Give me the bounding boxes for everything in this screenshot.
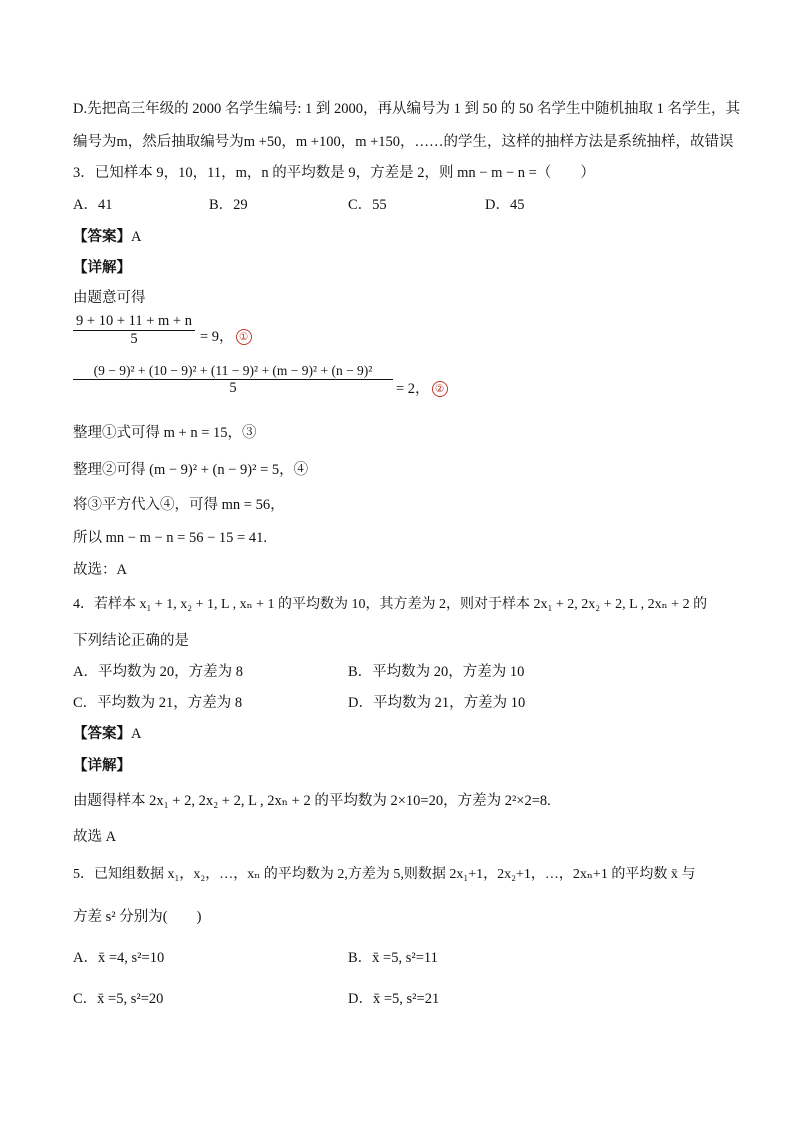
q4-option-a: A．平均数为 20，方差为 8 <box>73 664 243 680</box>
q3-conclusion: 故选：A <box>73 562 127 578</box>
q3-option-a: A．41 <box>73 197 113 213</box>
q5-stem-line-2: 方差 s² 分别为( ) <box>73 909 202 925</box>
intro-line-2: 编号为m，然后抽取编号为m +50，m +100，m +150，……的学生，这样的抽样方法是系统抽样，故错误 <box>73 134 734 150</box>
q5-option-b: B．x̄ =5, s²=11 <box>348 950 438 966</box>
q4-answer <box>73 724 141 744</box>
q4-stem-line-1: 4．若样本 x₁ + 1, x₂ + 1, L , xₙ + 1 的平均数为 10，其方差为 2，则对于样本 2x₁ + 2, 2x₂ + 2, L , 2xₙ + 2 的 <box>73 597 708 612</box>
q3-eq2-tail <box>396 377 450 398</box>
q3-detail-label: 【详解】 <box>73 260 131 276</box>
circled-two-icon: ② <box>432 381 448 397</box>
q3-eq1-tail <box>200 325 254 346</box>
q4-option-b: B．平均数为 20，方差为 10 <box>348 664 525 680</box>
q4-option-c: C．平均数为 21，方差为 8 <box>73 695 243 711</box>
q5-stem-line-1: 5．已知组数据 x₁，x₂，…，xₙ 的平均数为 2,方差为 5,则数据 2x₁+1，2x₂+1，…，2xₙ+1 的平均数 x̄ 与 <box>73 867 696 882</box>
q3-answer <box>73 227 141 247</box>
q3-stem: 3．已知样本 9，10，11，m，n 的平均数是 9，方差是 2，则 mn − m − n =（ ） <box>73 165 595 181</box>
q4-conclusion: 故选 A <box>73 829 117 845</box>
q3-option-c: C．55 <box>348 197 387 213</box>
eq2-numerator: (9 − 9)² + (10 − 9)² + (11 − 9)² + (m − 9)² + (n − 9)² <box>93 363 373 378</box>
q3-eq2-fraction <box>73 363 393 397</box>
intro-line-1: D.先把高三年级的 2000 名学生编号: 1 到 2000，再从编号为 1 到 50 的 50 名学生中随机抽取 1 名学生，其 <box>73 101 740 117</box>
eq1-rhs: = 9， <box>200 329 234 345</box>
q4-stem-line-2: 下列结论正确的是 <box>73 633 189 649</box>
q3-intro: 由题意可得 <box>73 290 146 306</box>
answer-value: A <box>131 229 142 245</box>
q3-eq1-fraction <box>73 313 195 348</box>
q4-option-d: D．平均数为 21，方差为 10 <box>348 695 526 711</box>
answer-label: 【答案】 <box>73 726 131 742</box>
q5-option-d: D．x̄ =5, s²=21 <box>348 991 440 1007</box>
q3-option-d: D．45 <box>485 197 525 213</box>
eq1-denominator: 5 <box>130 331 138 347</box>
answer-label: 【答案】 <box>73 229 131 245</box>
q5-option-a: A．x̄ =4, s²=10 <box>73 950 165 966</box>
q5-option-c: C．x̄ =5, s²=20 <box>73 991 164 1007</box>
q4-detail-label: 【详解】 <box>73 758 131 774</box>
q3-step-2: 整理②可得 (m − 9)² + (n − 9)² = 5，④ <box>73 462 309 478</box>
q3-step-3: 将③平方代入④，可得 mn = 56， <box>73 497 285 513</box>
answer-value: A <box>131 726 142 742</box>
q3-step-4: 所以 mn − m − n = 56 − 15 = 41. <box>73 530 267 546</box>
eq1-numerator: 9 + 10 + 11 + m + n <box>76 313 192 329</box>
circled-one-icon: ① <box>236 329 252 345</box>
q3-option-b: B．29 <box>209 197 248 213</box>
eq2-denominator: 5 <box>229 380 237 396</box>
q3-step-1: 整理①式可得 m + n = 15，③ <box>73 425 257 441</box>
eq2-rhs: = 2， <box>396 381 430 397</box>
q4-detail: 由题得样本 2x₁ + 2, 2x₂ + 2, L , 2xₙ + 2 的平均数为 2×10=20，方差为 2²×2=8. <box>73 793 551 809</box>
